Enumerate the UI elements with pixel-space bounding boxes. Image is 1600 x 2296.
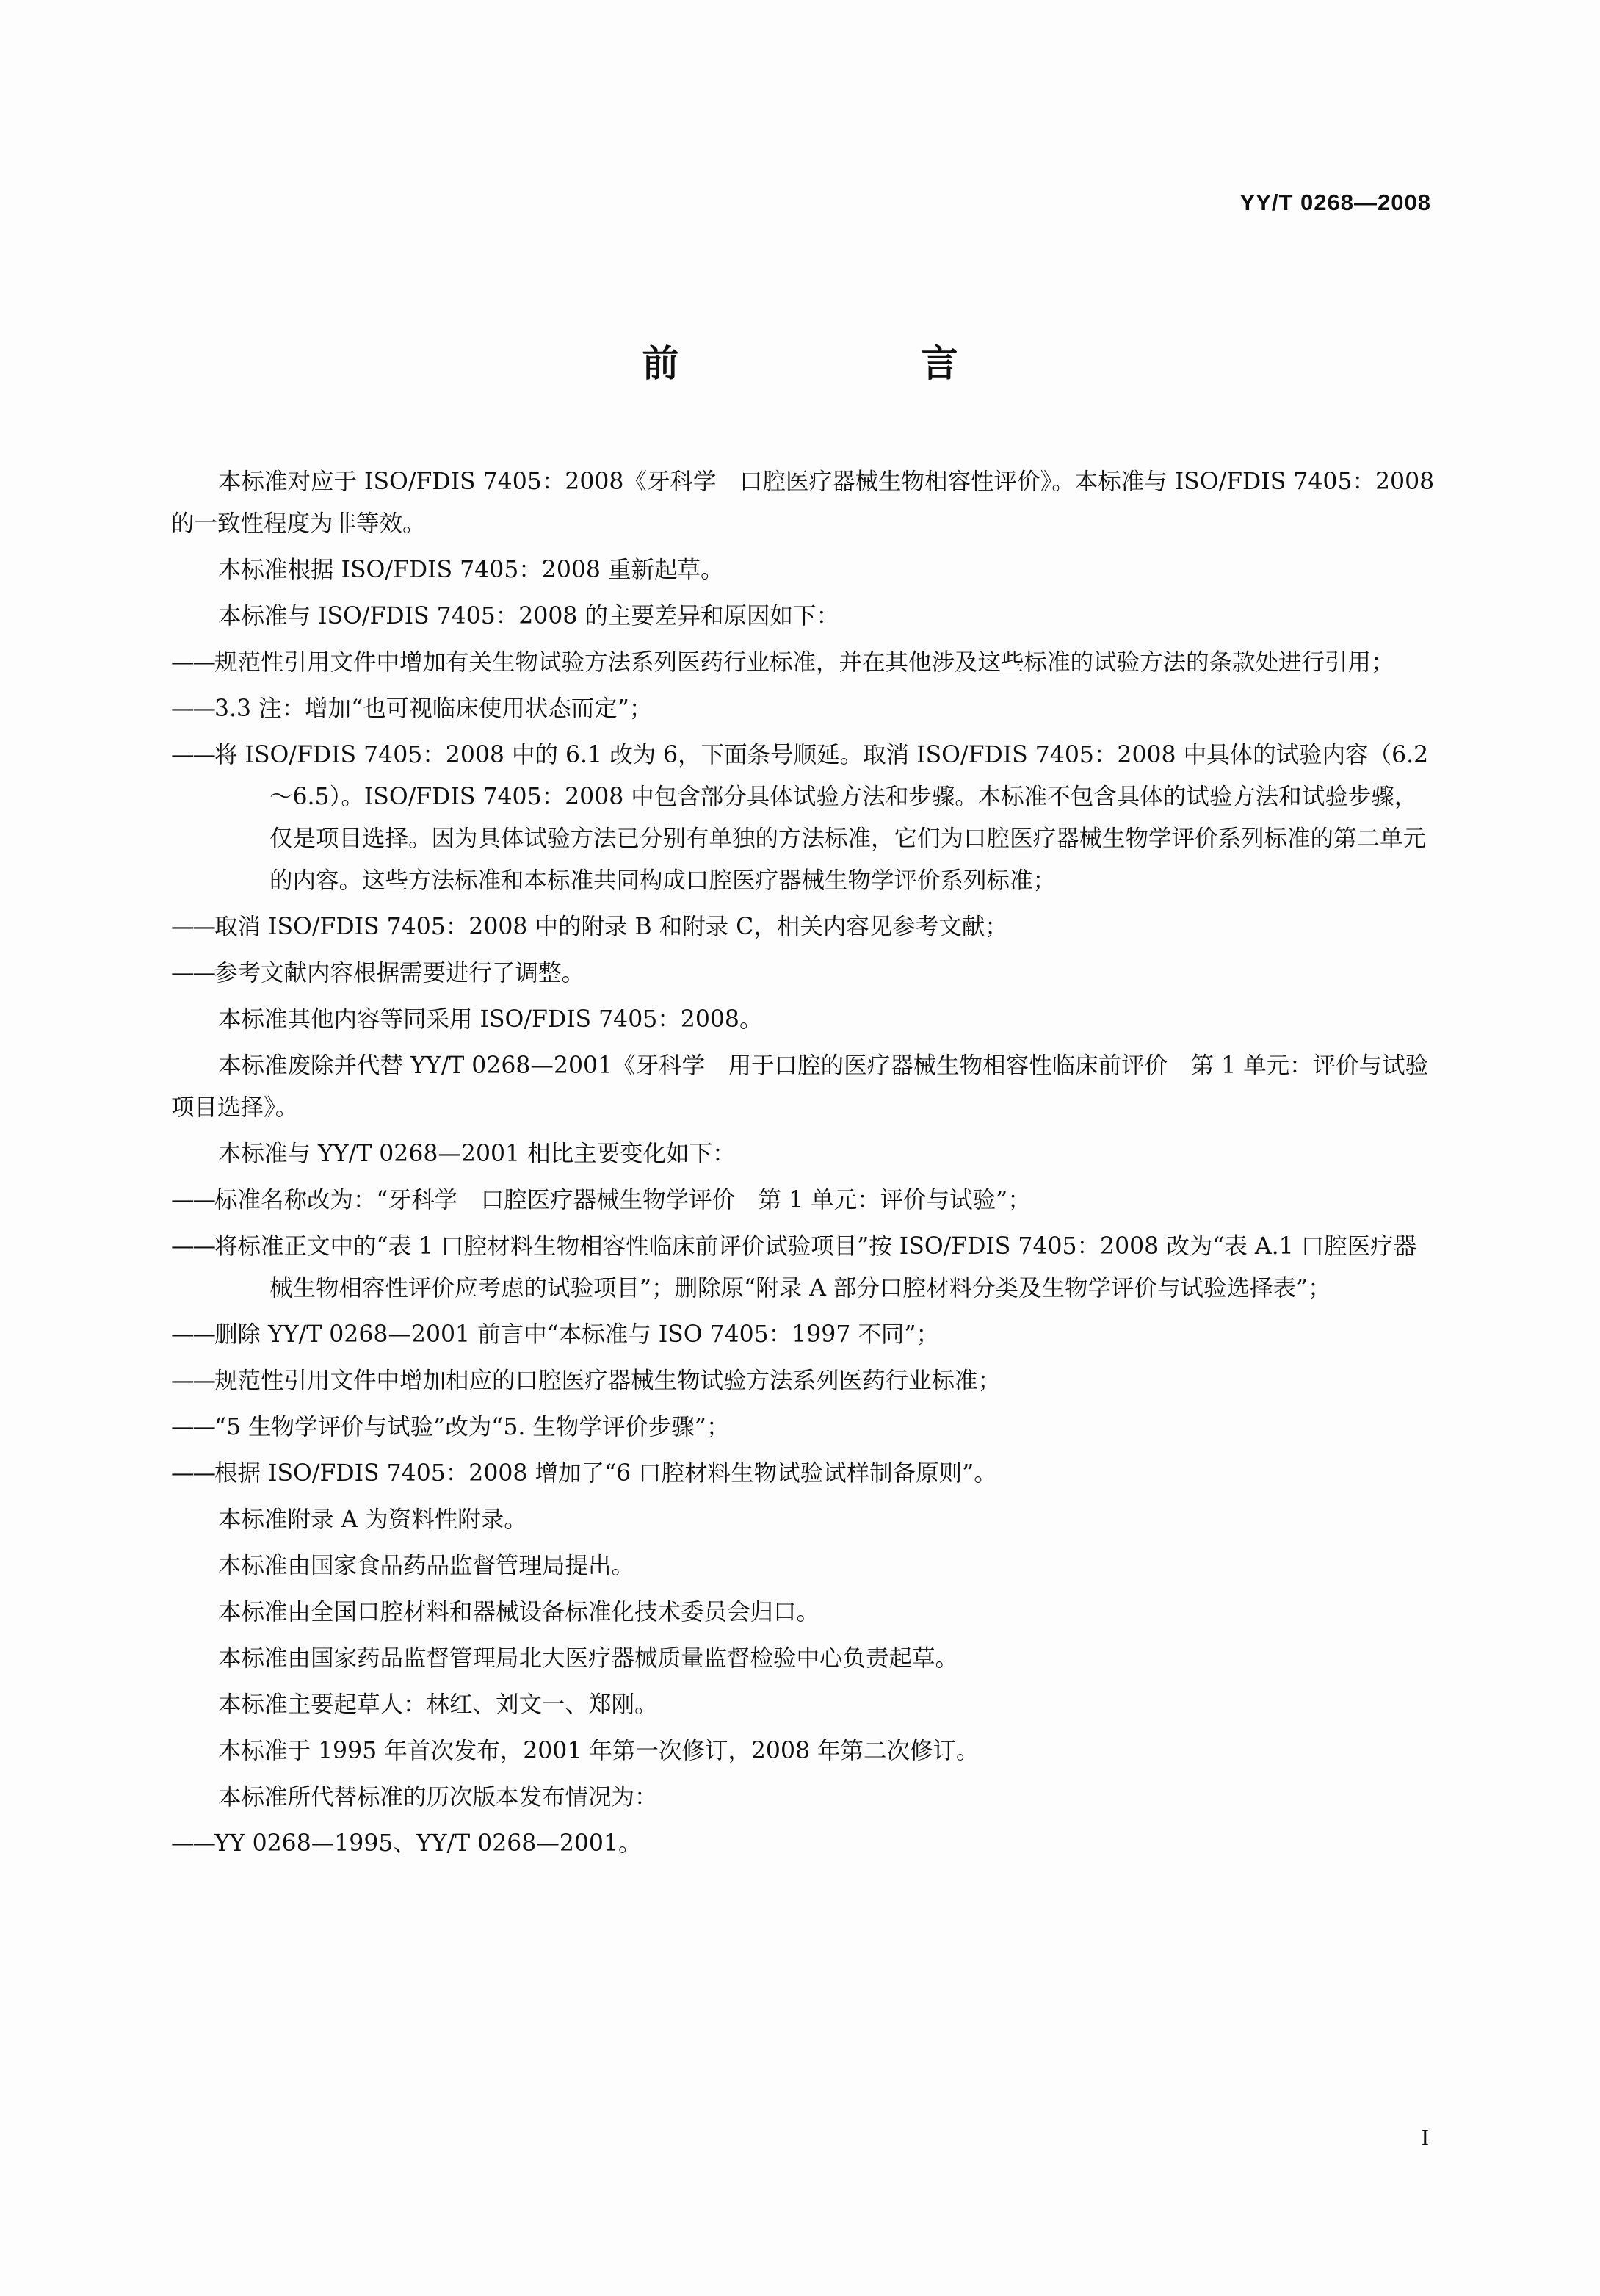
dash-list-item <box>171 953 1436 994</box>
dash-marker: —— <box>171 742 214 768</box>
paragraph-text: 取消 ISO/FDIS 7405：2008 中的附录 B 和附录 C，相关内容见参考文献； <box>214 914 1008 940</box>
paragraph <box>171 1592 1436 1633</box>
paragraph-text: 根据 ISO/FDIS 7405：2008 增加了“6 口腔材料生物试验试样制备原则”。 <box>214 1460 997 1487</box>
paragraph-text: 本标准由国家药品监督管理局北大医疗器械质量监督检验中心负责起草。 <box>218 1645 959 1672</box>
paragraph-text: 本标准所代替标准的历次版本发布情况为： <box>218 1784 658 1811</box>
paragraph <box>171 1777 1436 1819</box>
dash-list-item <box>171 642 1436 684</box>
paragraph <box>171 999 1436 1041</box>
paragraph-text: 标准名称改为：“牙科学 口腔医疗器械生物学评价 第 1 单元：评价与试验”； <box>214 1187 1031 1213</box>
dash-list-item <box>171 1314 1436 1356</box>
dash-list-item <box>171 1360 1436 1402</box>
paragraph-text: YY 0268—1995、YY/T 0268—2001。 <box>214 1830 642 1857</box>
paragraph <box>171 1638 1436 1680</box>
paragraph <box>171 461 1436 545</box>
paragraph-text: 本标准附录 A 为资料性附录。 <box>218 1506 527 1533</box>
dash-marker: —— <box>171 1460 214 1487</box>
dash-marker: —— <box>171 1414 214 1440</box>
paragraph-text: 本标准与 ISO/FDIS 7405：2008 的主要差异和原因如下： <box>218 603 839 629</box>
paragraph-text: 3.3 注：增加“也可视临床使用状态而定”； <box>214 696 653 722</box>
foreword-body <box>171 461 1436 1869</box>
paragraph-text: 规范性引用文件中增加有关生物试验方法系列医药行业标准，并在其他涉及这些标准的试验方法的条款处进行引用； <box>214 649 1394 676</box>
paragraph <box>171 1730 1436 1772</box>
dash-list-item <box>171 1823 1436 1865</box>
paragraph-text: 本标准由全国口腔材料和器械设备标准化技术委员会归口。 <box>218 1599 820 1625</box>
dash-list-item <box>171 688 1436 730</box>
dash-marker: —— <box>171 1187 214 1213</box>
dash-marker: —— <box>171 1233 214 1260</box>
dash-marker: —— <box>171 1830 214 1857</box>
dash-marker: —— <box>171 960 214 986</box>
dash-list-item <box>171 1407 1436 1448</box>
paragraph-text: 本标准与 YY/T 0268—2001 相比主要变化如下： <box>218 1141 736 1167</box>
standard-code: YY/T 0268—2008 <box>1239 189 1431 215</box>
paragraph-text: 删除 YY/T 0268—2001 前言中“本标准与 ISO 7405：1997 不同”； <box>214 1321 940 1348</box>
dash-marker: —— <box>171 696 214 722</box>
dash-list-item <box>171 734 1436 902</box>
paragraph-text: 规范性引用文件中增加相应的口腔医疗器械生物试验方法系列医药行业标准； <box>214 1368 1002 1394</box>
paragraph <box>171 1545 1436 1587</box>
page-title: 前 言 <box>642 342 1061 385</box>
dash-marker: —— <box>171 1321 214 1348</box>
paragraph-text: 本标准其他内容等同采用 ISO/FDIS 7405：2008。 <box>218 1006 763 1033</box>
paragraph-text: “5 生物学评价与试验”改为“5. 生物学评价步骤”； <box>214 1414 730 1440</box>
paragraph <box>171 549 1436 591</box>
paragraph <box>171 596 1436 638</box>
dash-marker: —— <box>171 649 214 676</box>
paragraph <box>171 1499 1436 1541</box>
paragraph-text: 本标准主要起草人：林红、刘文一、郑刚。 <box>218 1692 658 1718</box>
paragraph-text: 本标准废除并代替 YY/T 0268—2001《牙科学 用于口腔的医疗器械生物相容性临床前评价 第 1 单元：评价与试验项目选择》。 <box>171 1053 1429 1121</box>
dash-list-item <box>171 906 1436 948</box>
paragraph-text: 本标准对应于 ISO/FDIS 7405：2008《牙科学 口腔医疗器械生物相容性评价》。本标准与 ISO/FDIS 7405：2008 的一致性程度为非等效。 <box>171 469 1435 537</box>
paragraph <box>171 1045 1436 1129</box>
paragraph-text: 将标准正文中的“表 1 口腔材料生物相容性临床前评价试验项目”按 ISO/FDIS 7405：2008 改为“表 A.1 口腔医疗器械生物相容性评价应考虑的试验项目”；删除原“附录 A 部分口腔材料分类及生物学评价与试验选择表”； <box>214 1233 1417 1302</box>
paragraph-text: 参考文献内容根据需要进行了调整。 <box>214 960 585 986</box>
paragraph <box>171 1133 1436 1175</box>
paragraph-text: 本标准根据 ISO/FDIS 7405：2008 重新起草。 <box>218 557 724 583</box>
dash-marker: —— <box>171 1368 214 1394</box>
dash-list-item <box>171 1453 1436 1495</box>
dash-list-item <box>171 1226 1436 1310</box>
paragraph-text: 将 ISO/FDIS 7405：2008 中的 6.1 改为 6，下面条号顺延。取消 ISO/FDIS 7405：2008 中具体的试验内容（6.2～6.5）。ISO/FDIS 7405：2008 中包含部分具体试验方法和步骤。本标准不包含具体的试验方法和试验步骤，仅是项目选择。因为具体试验方法已分别有单独的方法标准，它们为口腔医疗器械生物学评价系列标准的第二单元的内容。这些方法标准和本标准共同构成口腔医疗器械生物学评价系列标准； <box>214 742 1429 894</box>
dash-marker: —— <box>171 914 214 940</box>
dash-list-item <box>171 1180 1436 1221</box>
paragraph <box>171 1684 1436 1726</box>
paragraph-text: 本标准由国家食品药品监督管理局提出。 <box>218 1553 635 1579</box>
paragraph-text: 本标准于 1995 年首次发布，2001 年第一次修订，2008 年第二次修订。 <box>218 1738 980 1764</box>
page-number: I <box>1421 2124 1429 2150</box>
